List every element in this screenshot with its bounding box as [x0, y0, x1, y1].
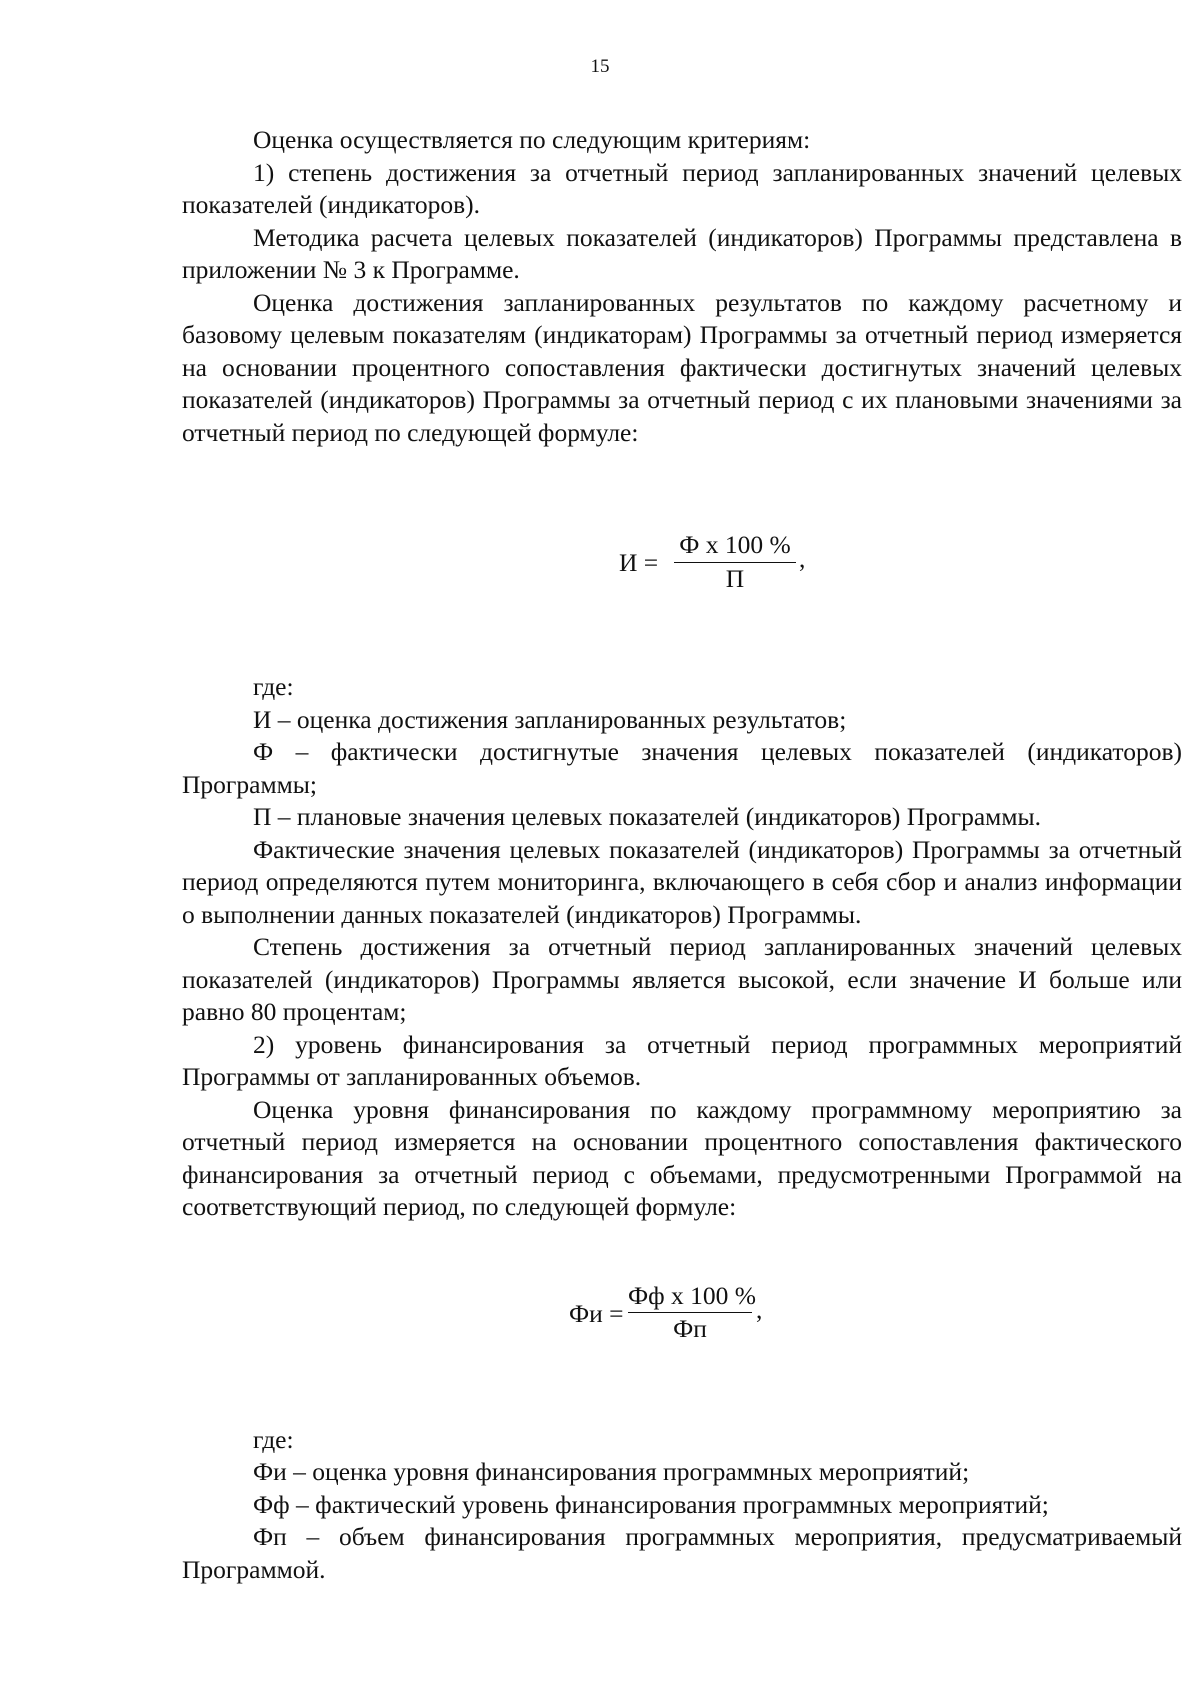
paragraph: Фф – фактический уровень финансирования программных мероприятий; — [253, 1489, 1049, 1519]
where-label: где: — [253, 1424, 294, 1454]
paragraph: 2) уровень финансирования за отчетный период программных мероприятий Программы от запланированных объемов. — [182, 1029, 1182, 1091]
paragraph: Оценка уровня финансирования по каждому программному мероприятию за отчетный период измеряется на основании процентного сопоставления фактического финансирования за отчетный период с объемами, предусмотренными Программой на соответствующий период, по следующей формуле: — [182, 1094, 1182, 1221]
paragraph: П – плановые значения целевых показателей (индикаторов) Программы. — [253, 802, 1041, 831]
formula-fraction — [628, 1280, 757, 1346]
page-number: 15 — [590, 56, 610, 77]
formula-comma: , — [799, 544, 806, 573]
formula-denominator: П — [725, 563, 745, 593]
paragraph: Фи – оценка уровня финансирования программных мероприятий; — [253, 1457, 970, 1486]
formula-denominator: Фп — [673, 1314, 707, 1343]
formula-financing — [182, 1280, 1182, 1344]
paragraph: Ф – фактически достигнутые значения целевых показателей (индикаторов) Программы; — [182, 737, 1182, 799]
formula-comma: , — [756, 1294, 763, 1324]
where-label: где: — [253, 672, 294, 701]
paragraph: Оценка осуществляется по следующим критериям: — [253, 125, 811, 154]
formula-achievement — [182, 529, 1182, 593]
document-body — [182, 124, 1182, 1586]
paragraph: Фактические значения целевых показателей (индикаторов) Программы за отчетный период определяются путем мониторинга, включающего в себя сбор и анализ информации о выполнении данных показателей (индикаторов) Программы. — [182, 834, 1182, 929]
formula-lhs: Фи = — [569, 1298, 624, 1328]
paragraph: Степень достижения за отчетный период запланированных значений целевых показателей (индикаторов) Программы является высокой, если значение И больше или равно 80 процентам; — [182, 932, 1182, 1026]
paragraph: Методика расчета целевых показателей (индикаторов) Программы представлена в приложении № 3 к Программе. — [182, 222, 1182, 284]
formula-fraction — [674, 529, 796, 595]
paragraph: И – оценка достижения запланированных результатов; — [253, 704, 847, 734]
paragraph: Оценка достижения запланированных результатов по каждому расчетному и базовому целевым показателям (индикаторам) Программы за отчетный период измеряется на основании процентного сопоставления фактически достигнутых значений целевых показателей (индикаторов) Программы за отчетный период с их плановыми значениями за отчетный период по следующей формуле: — [182, 287, 1182, 447]
formula-numerator: Фф х 100 % — [628, 1280, 757, 1310]
formula-lhs: И = — [619, 548, 659, 577]
paragraph: 1) степень достижения за отчетный период запланированных значений целевых показателей (индикаторов). — [182, 157, 1182, 219]
paragraph: Фп – объем финансирования программных мероприятия, предусматриваемый Программой. — [182, 1522, 1182, 1584]
formula-numerator: Ф х 100 % — [679, 530, 791, 559]
